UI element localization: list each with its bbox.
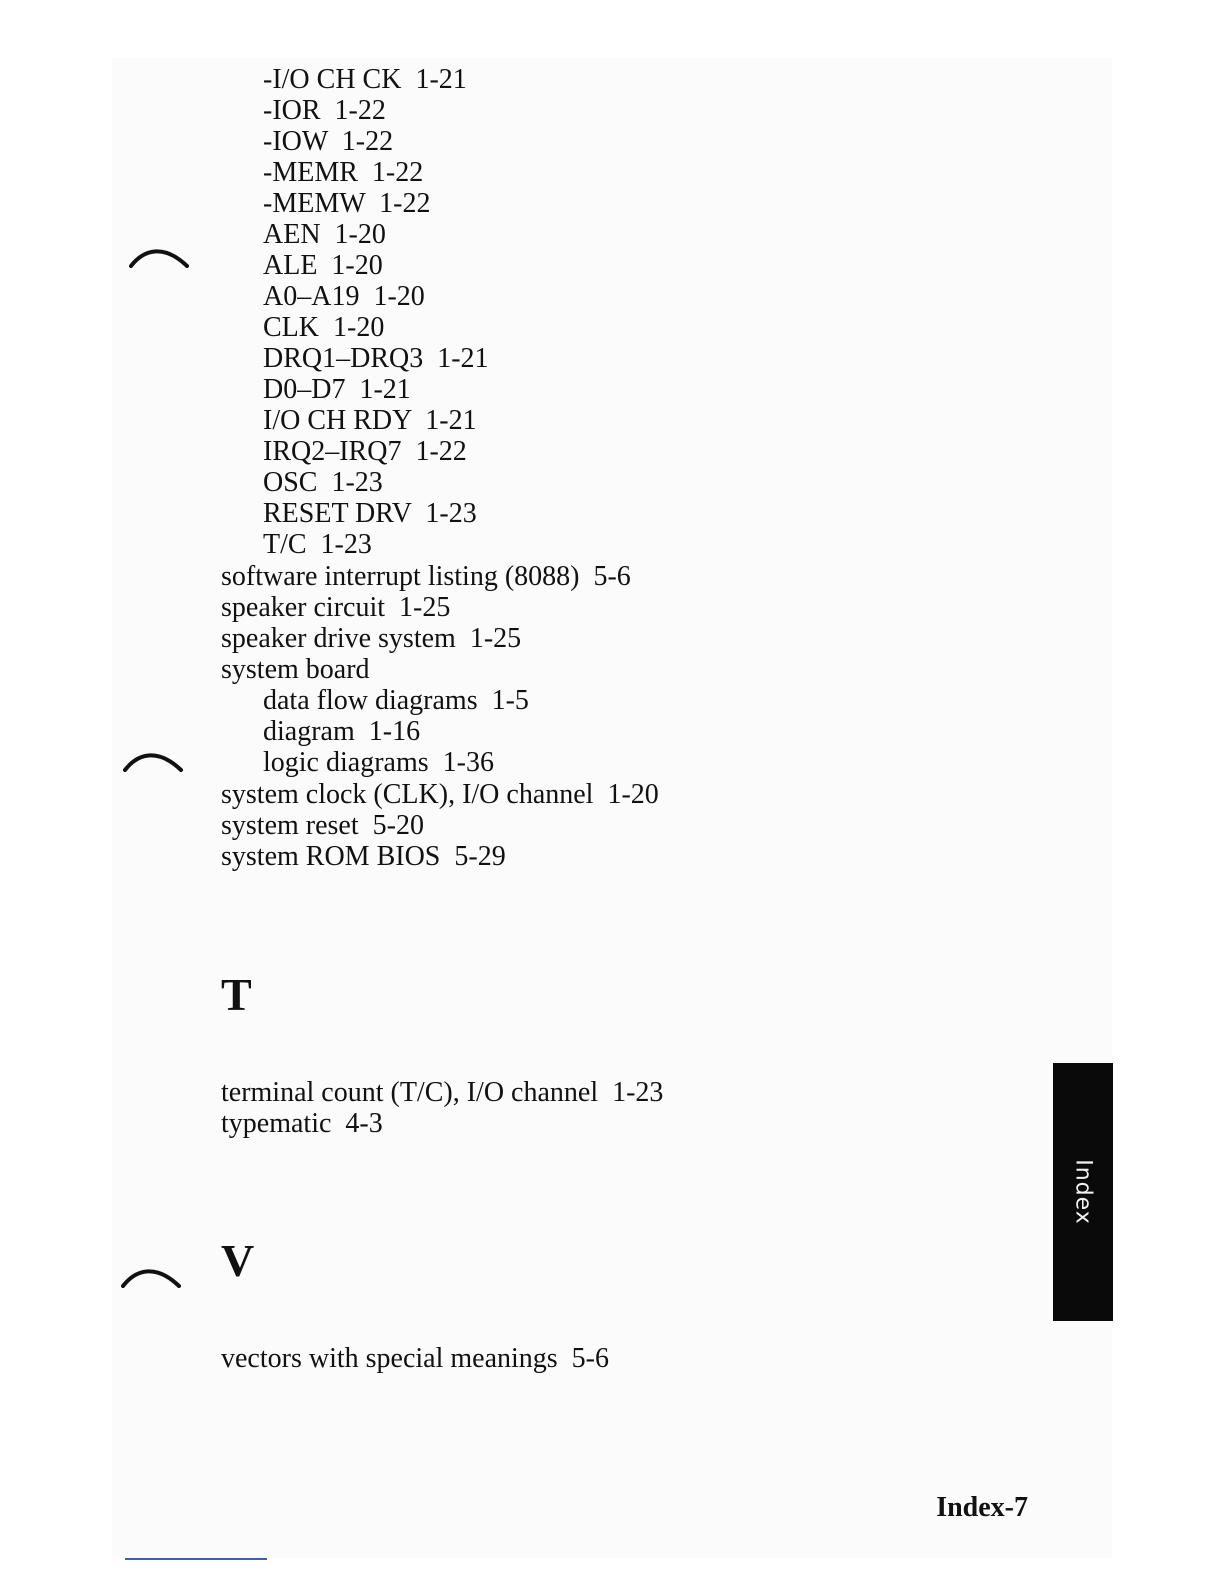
index-entry: -IOR 1-22 (263, 95, 386, 126)
index-entry: I/O CH RDY 1-21 (263, 405, 477, 436)
page-number: Index-7 (936, 1492, 1028, 1523)
index-entry: T/C 1-23 (263, 529, 372, 560)
index-entry: system board (221, 654, 370, 685)
index-entry: D0–D7 1-21 (263, 374, 411, 405)
section-letter-v: V (221, 1235, 255, 1286)
index-entry: diagram 1-16 (263, 716, 421, 747)
section-letter-t: T (221, 969, 252, 1020)
index-entry: system reset 5-20 (221, 810, 424, 841)
footer-divider (125, 1558, 267, 1560)
index-entry: -I/O CH CK 1-21 (263, 64, 467, 95)
index-entry: system ROM BIOS 5-29 (221, 841, 506, 872)
binder-hole-mark-icon (121, 1264, 183, 1288)
index-entry: A0–A19 1-20 (263, 281, 425, 312)
index-entry: CLK 1-20 (263, 312, 385, 343)
binder-hole-mark-icon (129, 244, 191, 268)
binder-hole-mark-icon (123, 748, 185, 772)
index-tab-label: Index (1070, 1159, 1096, 1225)
index-entry: ALE 1-20 (263, 250, 383, 281)
index-entry: -MEMW 1-22 (263, 188, 431, 219)
index-entry: system clock (CLK), I/O channel 1-20 (221, 779, 659, 810)
index-entry: terminal count (T/C), I/O channel 1-23 (221, 1077, 664, 1108)
index-entry: RESET DRV 1-23 (263, 498, 477, 529)
index-entry: typematic 4-3 (221, 1108, 383, 1139)
index-entry: speaker drive system 1-25 (221, 623, 522, 654)
index-entry: -MEMR 1-22 (263, 157, 424, 188)
index-entry: OSC 1-23 (263, 467, 383, 498)
index-entry: data flow diagrams 1-5 (263, 685, 529, 716)
index-entry: software interrupt listing (8088) 5-6 (221, 561, 631, 592)
index-entry: speaker circuit 1-25 (221, 592, 451, 623)
index-entry: IRQ2–IRQ7 1-22 (263, 436, 467, 467)
index-entry: vectors with special meanings 5-6 (221, 1343, 610, 1374)
index-entry: -IOW 1-22 (263, 126, 394, 157)
index-entry: AEN 1-20 (263, 219, 386, 250)
index-entry: DRQ1–DRQ3 1-21 (263, 343, 489, 374)
index-entry: logic diagrams 1-36 (263, 747, 494, 778)
